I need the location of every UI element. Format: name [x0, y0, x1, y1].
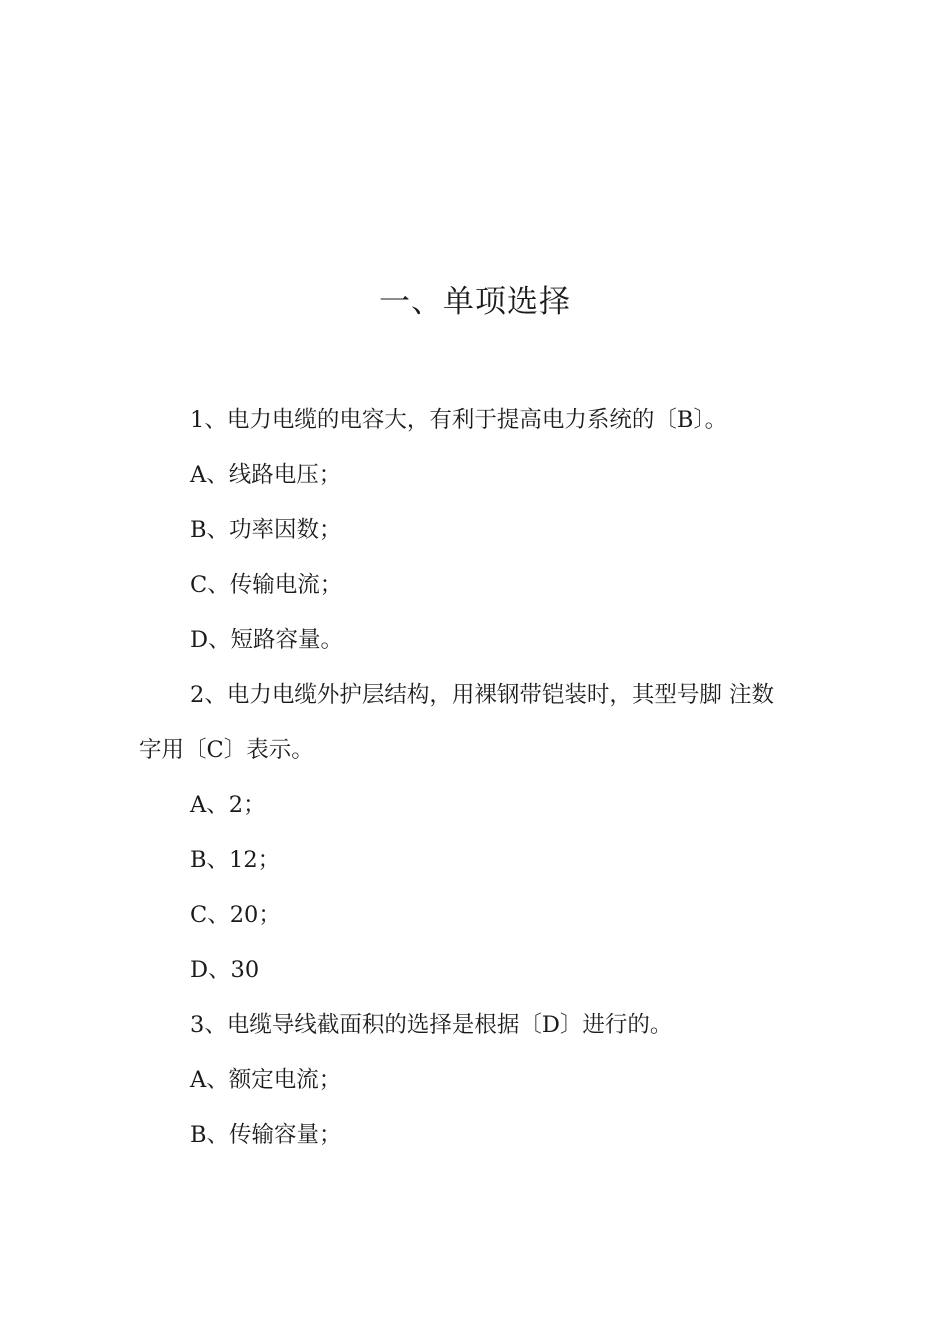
question-1-option-b: B、功率因数；: [190, 517, 342, 543]
question-2-option-b: B、12；: [190, 847, 281, 873]
question-2-option-a: A、2；: [190, 792, 266, 818]
question-3-stem: 3、电缆导线截面积的选择是根据〔D〕进行的。: [190, 1012, 673, 1038]
question-3-option-a: A、额定电流；: [190, 1067, 342, 1093]
question-2-option-c: C、20；: [190, 902, 281, 928]
question-list: [139, 393, 829, 1163]
question-3-option-b: B、传输容量；: [190, 1122, 342, 1148]
question-2-option-d: D、30: [190, 957, 260, 983]
question-2-stem-line2: 字用〔C〕表示。: [139, 737, 314, 763]
question-2-stem-line1: 2、电力电缆外护层结构，用裸钢带铠装时，其型号脚 注数: [190, 682, 774, 708]
question-1-stem: 1、电力电缆的电容大，有利于提高电力系统的〔B〕。: [190, 407, 728, 433]
section-title: 一、单项选择: [379, 284, 571, 320]
question-1-option-a: A、线路电压；: [190, 462, 342, 488]
question-1-option-c: C、传输电流；: [190, 572, 343, 598]
question-1-option-d: D、短路容量。: [190, 627, 344, 653]
